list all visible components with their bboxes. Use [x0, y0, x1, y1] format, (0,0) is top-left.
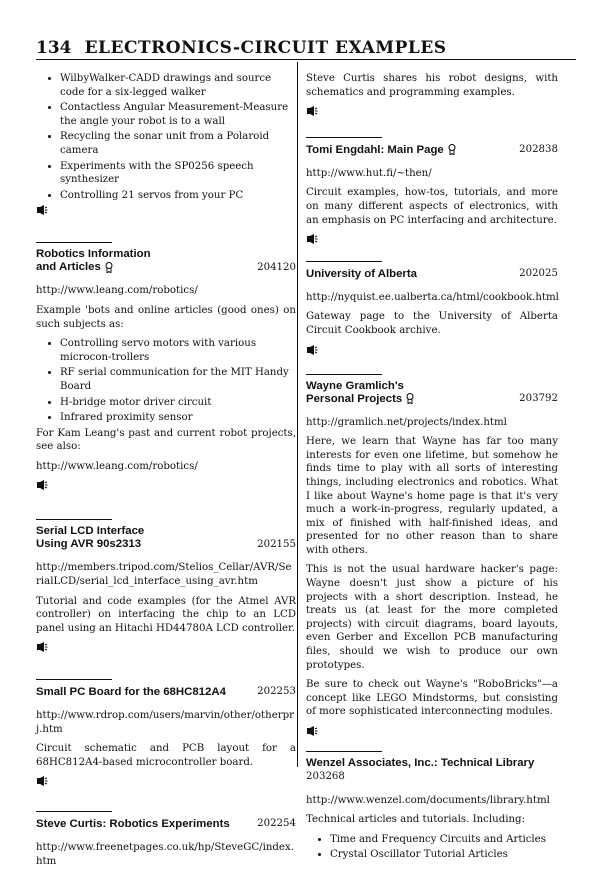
page-number: 134	[36, 38, 72, 58]
url-link[interactable]: http://www.leang.com/robotics/	[36, 285, 198, 297]
site-code: 202838	[519, 144, 558, 156]
site-code: 202025	[519, 268, 558, 280]
list-item: • H-bridge motor driver circuit	[60, 396, 296, 410]
award-ribbon-icon	[105, 262, 113, 273]
intro-bullet-list	[36, 72, 296, 202]
entry-rule	[36, 679, 112, 680]
speaker-icon	[306, 233, 558, 245]
entry-title: University of Alberta	[306, 267, 417, 280]
list-item: • Experiments with the SP0256 speech synthesizer	[60, 160, 296, 187]
entry-rule	[306, 751, 382, 752]
column-divider	[297, 62, 298, 767]
entry-description: Circuit schematic and PCB layout for a 68HC812A4-based microcontroller board.	[36, 743, 296, 768]
list-item: • Recycling the sonar unit from a Polaroid camera	[60, 130, 296, 157]
speaker-icon	[36, 775, 296, 787]
entry-steve-curtis	[36, 811, 296, 868]
list-item: • Contactless Angular Measurement-Measure the angle your robot is to a wall	[60, 101, 296, 128]
list-item: • Controlling servo motors with various microcon-trollers	[60, 337, 296, 364]
entry-rule	[306, 374, 382, 375]
url-link[interactable]: http://gramlich.net/projects/index.html	[306, 416, 507, 428]
entry-description: For Kam Leang's past and current robot projects, see also:	[36, 427, 296, 453]
entry-description: Example 'bots and online articles (good ones) on such subjects as:	[36, 304, 296, 330]
award-ribbon-icon	[406, 393, 414, 404]
site-code: 203792	[519, 392, 558, 404]
entry-serial-lcd	[36, 519, 296, 653]
speaker-icon	[36, 204, 296, 216]
speaker-icon	[306, 344, 558, 356]
entry-rule	[306, 137, 382, 138]
entry-title: Wenzel Associates, Inc.: Technical Library	[306, 757, 535, 769]
site-code: 204120	[257, 261, 296, 273]
entry-description: Technical articles and tutorials. Including:	[306, 814, 525, 826]
entry-title-line: Personal Projects	[306, 392, 403, 405]
entry-title-line: Using AVR 90s2313	[36, 538, 142, 551]
list-item: • Infrared proximity sensor	[60, 411, 296, 425]
entry-description: Tutorial and code examples (for the Atmel AVR controller) on interfacing the chip to an LCD panel using an Hitachi HD44780A LCD controller.	[36, 595, 296, 634]
speaker-icon	[36, 479, 296, 491]
entry-title	[36, 248, 151, 274]
url-link[interactable]: http://nyquist.ee.ualberta.ca/html/cookbook.html	[306, 291, 559, 303]
entry-description: Steve Curtis shares his robot designs, with schematics and programming examples.	[306, 73, 558, 98]
site-code: 202155	[257, 538, 296, 550]
bullet-list	[306, 833, 558, 862]
entry-paragraph: This is not the usual hardware hacker's page: Wayne doesn't just show a picture of his projects with a short description. Instead, he treats us (at least for the more completed projects) with circuit diagrams, board layouts, even Gerber and Excellon PCB manufacturing files, should we wish to produce our own prototypes.	[306, 564, 558, 671]
site-code: 202253	[257, 686, 296, 698]
list-item: • Crystal Oscillator Tutorial Articles	[330, 848, 558, 862]
entry-title	[306, 144, 456, 157]
entry-rule	[36, 811, 112, 812]
list-item: • Time and Frequency Circuits and Articles	[330, 833, 558, 847]
url-link[interactable]: http://www.leang.com/robotics/	[36, 460, 198, 472]
list-item: • RF serial communication for the MIT Handy Board	[60, 366, 296, 393]
entry-wenzel	[306, 751, 558, 862]
site-code: 203268	[306, 771, 345, 782]
list-item: • Controlling 21 servos from your PC	[60, 189, 296, 203]
entry-title-line: Wayne Gramlich's	[306, 379, 404, 392]
entry-paragraph: Here, we learn that Wayne has far too many interests for even one lifetime, but somehow he finds time to play with all sorts of interesting things, including electronics and robotics. What I like about Wayne's home page is that it's very much a work-in-progress, regularly updated, a mix of finished with half-finished ideas, and presented for no other reason than to share with others.	[306, 436, 558, 556]
entry-wayne-gramlich	[306, 374, 558, 737]
entry-paragraph: Be sure to check out Wayne's "RoboBricks"—a concept like LEGO Mindstorms, but consisting of more sophisticated interconnecting modules.	[306, 679, 558, 718]
list-item: • WilbyWalker-CADD drawings and source code for a six-legged walker	[60, 72, 296, 99]
entry-title: Small PC Board for the 68HC812A4	[36, 686, 226, 699]
entry-rule	[306, 261, 382, 262]
entry-title-line: Serial LCD Interface	[36, 525, 145, 538]
page-header	[36, 38, 576, 58]
url-link[interactable]: http://www.hut.fi/~then/	[306, 167, 432, 179]
url-link[interactable]: http://www.wenzel.com/documents/library.html	[306, 794, 550, 806]
header-rule	[36, 59, 576, 60]
url-link[interactable]: http://www.freenetpages.co.uk/hp/SteveGC/index.htm	[36, 842, 294, 867]
entry-rule	[36, 519, 112, 520]
entry-robotics	[36, 242, 296, 491]
entry-title: Steve Curtis: Robotics Experiments	[36, 818, 230, 830]
url-link[interactable]: http://members.tripod.com/Stelios_Cellar/AVR/SerialLCD/serial_lcd_interface_using_avr.htm	[36, 562, 292, 588]
right-column	[306, 72, 558, 864]
entry-title	[36, 525, 144, 551]
award-ribbon-icon	[448, 144, 456, 155]
chapter-title: ELECTRONICS-CIRCUIT EXAMPLES	[84, 38, 447, 58]
entry-title-line: and Articles	[36, 261, 101, 274]
entry-title-line: Robotics Information	[36, 248, 151, 261]
entry-rule	[36, 242, 112, 243]
url-link[interactable]: http://www.rdrop.com/users/marvin/other/otherprj.htm	[36, 710, 294, 735]
entry-small-pc-board	[36, 679, 296, 787]
entry-title	[306, 380, 414, 406]
entry-university-alberta	[306, 261, 558, 355]
bullet-list	[36, 337, 296, 425]
speaker-icon	[306, 725, 558, 737]
entry-description: Gateway page to the University of Alberta Circuit Cookbook archive.	[306, 311, 558, 336]
entry-description: Circuit examples, how-tos, tutorials, and more on many different aspects of electronics, with an emphasis on PC interfacing and architecture.	[306, 187, 558, 226]
speaker-icon	[306, 105, 558, 117]
site-code: 202254	[257, 818, 296, 830]
entry-tomi-engdahl	[306, 137, 558, 245]
entry-title-line: Tomi Engdahl: Main Page	[306, 143, 444, 156]
left-column	[36, 72, 296, 874]
speaker-icon	[36, 641, 296, 653]
